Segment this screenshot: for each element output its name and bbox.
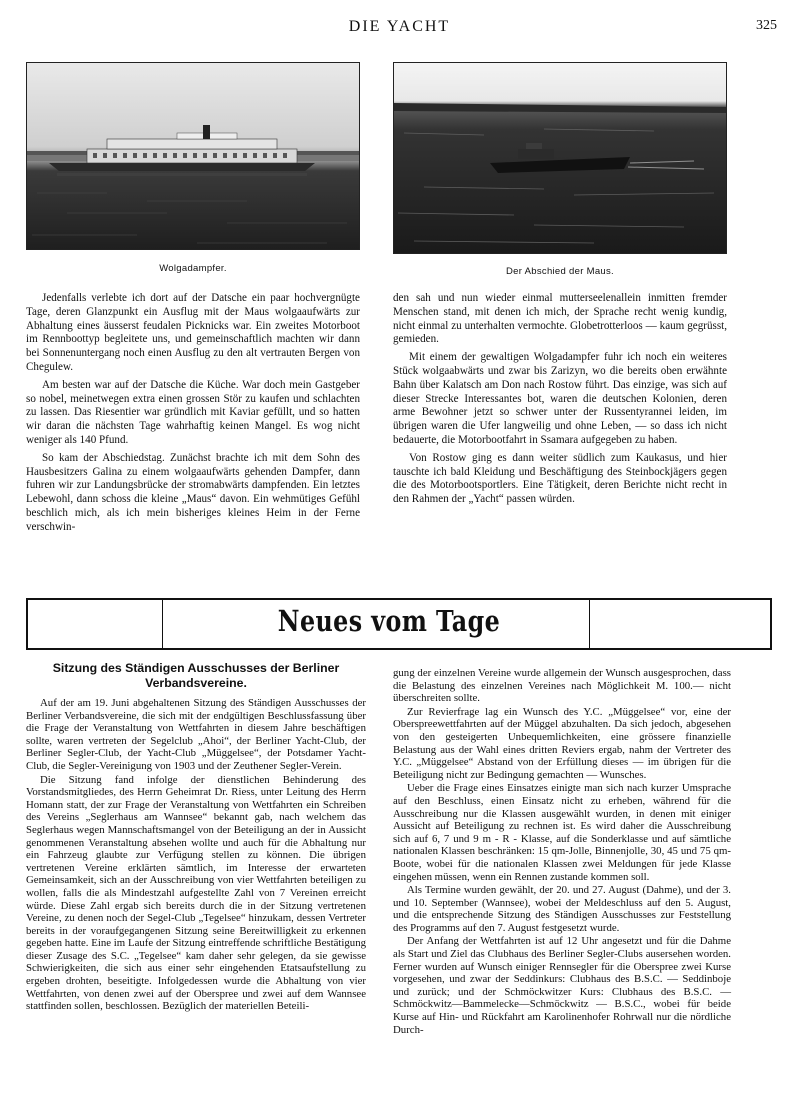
paragraph: den sah und nun wieder einmal mutterseelenallein inmitten fremder Menschen stand, mit denen ich mich, der Sprache recht wenig kundig, nicht einmal zu unterhalten vermochte. Globetrotterloos — kaum gegrüsst, gemieden. [393, 292, 727, 346]
figure-caption-left: Wolgadampfer. [159, 263, 227, 274]
banner-divider [589, 600, 590, 648]
paragraph: Mit einem der gewaltigen Wolgadampfer fuhr ich noch ein weiteres Stück wolgaabwärts und zwar bis Zarizyn, wo die bereits oben erwähnte Bahn über Kalatsch am Don nach Rostow führt. Das einzige, was sich auf dieser Strecke Interessantes bot, waren die deutschen Kolonien, deren arme Bewohner jetzt so schwer unter der Russentyrannei leiden, im übrigen waren die Ufer langweilig und ohne Leben, — so dass ich nicht bedauerte, die Motorbootfahrt in Ssamara aufgegeben zu haben. [393, 351, 727, 446]
motorboat-illustration [394, 63, 727, 254]
paragraph: Als Termine wurden gewählt, der 20. und 27. August (Dahme), und der 3. und 10. September (Wannsee), wobei der Meldeschluss auf den 5. August, und die entsprechende Sitzung des Ständigen Ausschusses zur Feststellung des Programms auf den 7. August festgesetzt wurde. [393, 884, 731, 934]
article-title: Sitzung des Ständigen Ausschusses der Berliner Verbandsvereine. [52, 661, 340, 690]
steamer-illustration [27, 63, 360, 250]
paragraph: So kam der Abschiedstag. Zunächst brachte ich mit dem Sohn des Hausbesitzers Galina zu einem wolgaaufwärts gehenden Dampfer, dann fuhren wir zur Landungsbrücke der stromabwärts dampfenden. Ein letztes Lebewohl, dann schoss die kleine „Maus“ davon. Ein wehmütiges Gefühl beschlich mich, als ich mein bisheriges kleines Heim in der Ferne verschwin- [26, 451, 360, 533]
paragraph: Auf der am 19. Juni abgehaltenen Sitzung des Ständigen Ausschusses der Berliner Verbandsvereine, die sich mit der endgültigen Beschlussfassung über die Frage der Veranstaltung von Wettfahrten in diesem Jahre beschäftigen sollte, waren vertreten der Segelclub „Ahoi“, der Berliner Yacht-Club, der Berliner Segler-Club, der Yacht-Club „Müggelsee“, der Potsdamer Yacht-Club, die Segler-Vereinigung von 1903 und der Zeuthener Segler-Verein. [26, 697, 366, 772]
paragraph: Jedenfalls verlebte ich dort auf der Datsche ein paar hochvergnügte Tage, deren Glanzpunkt ein Ausflug mit der Maus wolgaaufwärts zur Abhaltung eines äusserst feudalen Picknicks war. Ein zweites Motorboot im Rennboottyp begleitete uns, und gemeinschaftlich machten wir dann bei Sonnenuntergang noch einen Ausflug zu den alt vertrauten Bergen von Chegulew. [26, 292, 360, 373]
section-title: Neues vom Tage [277, 604, 501, 638]
lower-left-column [26, 661, 366, 1014]
motorboat-photo [393, 62, 727, 254]
page-number: 325 [756, 18, 777, 33]
figure-caption-right: Der Abschied der Maus. [506, 266, 614, 277]
paragraph: Von Rostow ging es dann weiter südlich zum Kaukasus, und hier tauschte ich bald Kleidung und Beschäftigung des Steinbockjägers gegen die des Motorbootsportlers. Eine Tätigkeit, deren Berichte nicht recht in den Rahmen der „Yacht“ passen würden. [393, 451, 727, 506]
paragraph: gung der einzelnen Vereine wurde allgemein der Wunsch ausgesprochen, dass die Belastung des einzelnen Vereines nach Möglichkeit M. 100.— nicht überschreiten sollte. [393, 667, 731, 705]
paragraph: Die Sitzung fand infolge der dienstlichen Behinderung des Vorstandsmitgliedes, des Herrn Geheimrat Dr. Riess, unter Leitung des Herrn Homann statt, der zur Frage der Veranstaltung von Wettfahrten ein Schreiben des Vereins „Seglerhaus am Wannsee“ bekannt gab, nach welchem das Seglerhaus wegen Mannschaftsmangel von der Beteiligung an der in Aussicht genommenen Veranstaltung absehen wollte und auch für die Abhaltung nur ein Fahrzeug glaubte zur Verfügung stellen zu können. Die übrigen vertretenen Vereine erklärten sämtlich, im Interesse der erwarteten Gemeinsamkeit, sich an der Ausschreibung von vier Wettfahrten beteiligen zu wollen, falls die als Mindestzahl aufgestellte Zahl von 7 Vereinen erreicht würde. Diese Zahl ergab sich bereits durch die in der Sitzung vertretenen Vereine, zu denen noch der Segel-Club „Tegelsee“ hinzukam, dessen Vertreter bereits in der voraufgegangenen Sitzung seine Bereitwilligkeit zu erkennen gegeben hatte. Eine im Laufe der Sitzung eintreffende schriftliche Bestätigung dieser Zusage des S.C. „Tegelsee“ kam daher sehr gelegen, da sie gewisse Schwierigkeiten, die sich aus einer sehr eingehenden Etatsaufstellung zu ergeben drohten, beseitigte. Infolgedessen wurde die Abhaltung von vier Wettfahrten, von denen zwei auf der Oberspree und zwei auf dem Wannsee stattfinden sollen, beschlossen. Bezüglich der materiellen Beteili- [26, 773, 366, 1013]
paragraph: Der Anfang der Wettfahrten ist auf 12 Uhr angesetzt und für die Dahme als Start und Ziel das Clubhaus des Berliner Segler-Clubs ausersehen worden. Ferner wurden auf Wunsch einiger Rennsegler für die Oberspree zwei Kurse vorgesehen, und zwar der Seddinkurs: Clubhaus des B.S.C. — Seddinboje und zurück; und der Schmöckwitzer Kurs: Clubhaus des B.S.C. — Schmöckwitz—Bammelecke—Schmöckwitz — B.S.C., wobei für beide Kurse auf Hin- und Rückfahrt am Karolinenhofer Rohrwall nur die nördliche Durch- [393, 935, 731, 1036]
steamer-photo [26, 62, 360, 250]
lower-right-column [393, 667, 731, 1037]
paragraph: Ueber die Frage eines Einsatzes einigte man sich nach kurzer Umsprache auf den Beschluss, einen Einsatz nicht zu erheben, während für die Ausschreibung nur die Klassen ausgewählt wurden, in denen mit einiger Aussicht auf Beteiligung zu rechnen ist. Es wird daher die Ausschreibung sich auf 6, 7 und 9 m - R - Klasse, auf die Sonderklasse und auf sämtliche nationalen Klassen beschränken: 15 qm-Jolle, Binnenjolle, 30, 45 und 75 qm-Boote, wobei für die nationalen Klassen zwei Meldungen für jede Klasse eingehen müssen, wenn ein Rennen zustande kommen soll. [393, 782, 731, 883]
upper-left-column [26, 292, 360, 539]
upper-right-column [393, 292, 727, 511]
section-banner [26, 598, 772, 650]
paragraph: Zur Revierfrage lag ein Wunsch des Y.C. „Müggelsee“ vor, eine der Oberspreewettfahrten auf der Müggel abzuhalten. Da sich jedoch, abgesehen von den gesteigerten Unbequemlichkeiten, eine grössere finanzielle Belastung aus der Wahl eines dritten Reviers ergab, nahm der Vertreter des Y.C. „Müggelsee“ Abstand von der Erfüllung dieses — im übrigen für die Beteiligung nicht zur Bedingung gemachten — Wunsches. [393, 705, 731, 781]
banner-divider [162, 600, 163, 648]
paragraph: Am besten war auf der Datsche die Küche. War doch mein Gastgeber so nobel, meinetwegen extra einen grossen Stör zu kaufen und schlachten zu lassen. Das Riesentier war gründlich mit Kaviar gefüllt, und so hatten wir daran die nächsten Tage wahrhaftig keinen Mangel. Es wog nicht weniger als 140 Pfund. [26, 378, 360, 446]
running-title: DIE YACHT [348, 18, 451, 35]
